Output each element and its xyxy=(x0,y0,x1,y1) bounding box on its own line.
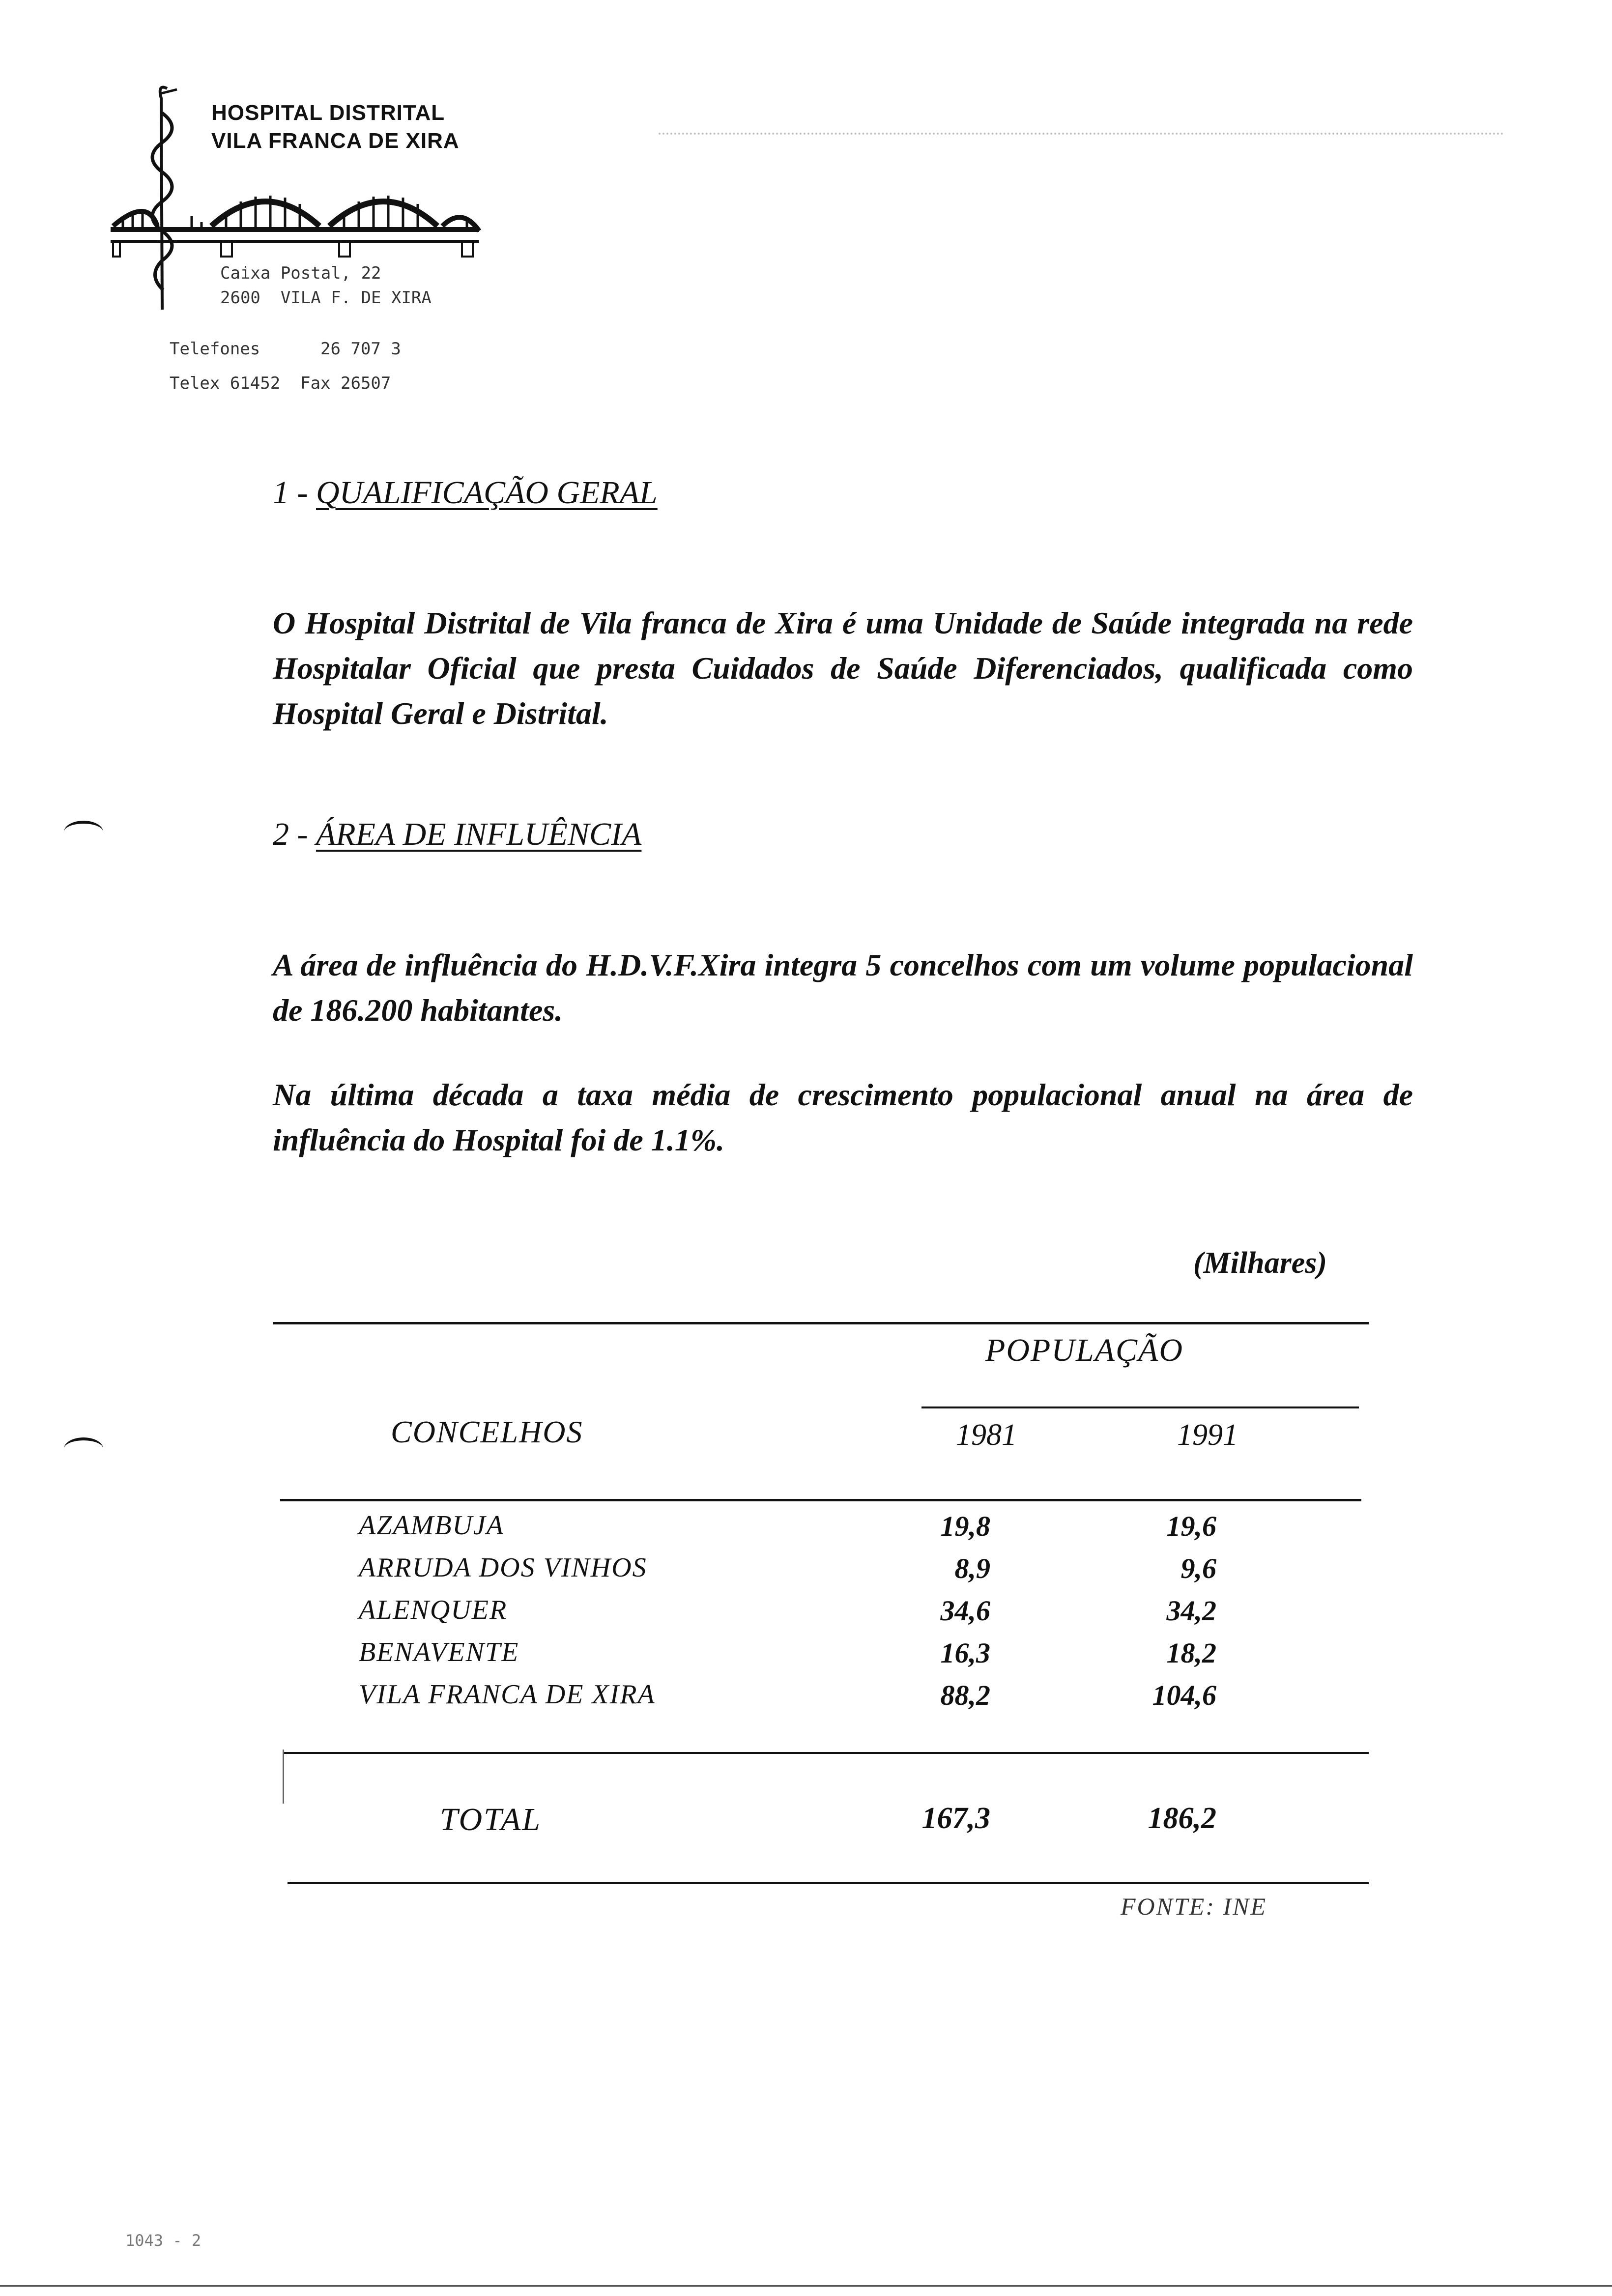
table-cell-1981: 34,6 xyxy=(940,1595,990,1627)
table-subtotal-rule xyxy=(283,1752,1369,1754)
table-source: FONTE: INE xyxy=(1121,1893,1267,1920)
hospital-name-line1: HOSPITAL DISTRITAL xyxy=(211,101,445,125)
table-year-header: 1991 xyxy=(1177,1418,1238,1452)
address-line1: Caixa Postal, 22 xyxy=(220,263,381,283)
table-row-name: ARRUDA DOS VINHOS xyxy=(359,1552,647,1583)
table-group-header: POPULAÇÃO xyxy=(985,1332,1183,1368)
table-bottom-rule xyxy=(288,1882,1369,1884)
table-top-rule xyxy=(273,1322,1369,1324)
telex-fax: Telex 61452 Fax 26507 xyxy=(170,373,391,393)
section1-title: QUALIFICAÇÃO GERAL xyxy=(316,475,658,511)
table-year-header: 1981 xyxy=(956,1418,1017,1452)
section2-heading xyxy=(273,816,641,853)
table-cell-1991: 104,6 xyxy=(1152,1679,1216,1711)
section1-heading xyxy=(273,474,658,512)
table-unit-label: (Milhares) xyxy=(1193,1246,1327,1280)
table-total-label: TOTAL xyxy=(440,1802,542,1837)
bottom-edge-rule xyxy=(0,2285,1612,2287)
table-cell-1981: 19,8 xyxy=(940,1510,990,1542)
section1-number: 1 - xyxy=(273,475,316,511)
page-code: 1043 - 2 xyxy=(125,2231,202,2250)
table-cell-1991: 34,2 xyxy=(1166,1595,1216,1627)
table-column-header: CONCELHOS xyxy=(391,1414,583,1449)
table-cell-1981: 88,2 xyxy=(940,1679,990,1711)
section2-number: 2 - xyxy=(273,816,316,852)
scan-noise-dots xyxy=(659,113,1504,135)
table-cell-1991: 19,6 xyxy=(1166,1510,1216,1542)
table-group-rule xyxy=(921,1406,1359,1408)
margin-punch-mark xyxy=(64,821,103,843)
table-cell-1991: 18,2 xyxy=(1166,1637,1216,1669)
table-cell-1981: 8,9 xyxy=(954,1552,990,1584)
phone-numbers: Telefones 26 707 3 xyxy=(170,339,401,359)
table-row-name: ALENQUER xyxy=(359,1595,508,1625)
table-row-name: VILA FRANCA DE XIRA xyxy=(359,1679,656,1710)
table-header-rule xyxy=(280,1499,1361,1501)
hospital-name-line2: VILA FRANCA DE XIRA xyxy=(211,129,460,153)
section1-paragraph: O Hospital Distrital de Vila franca de Xira é uma Unidade de Saúde integrada na rede Hospitalar Oficial que presta Cuidados de Saúde Diferenciados, qualificada como Hospital Geral e Distrital. xyxy=(273,605,1413,731)
table-cell-1991: 9,6 xyxy=(1180,1552,1216,1584)
table-total-1991: 186,2 xyxy=(1148,1802,1216,1835)
address-line2: 2600 VILA F. DE XIRA xyxy=(220,288,432,308)
section2-paragraph2: Na última década a taxa média de crescimento populacional anual na área de influência do Hospital foi de 1.1%. xyxy=(273,1077,1413,1157)
letterhead xyxy=(0,0,541,423)
table-row-name: AZAMBUJA xyxy=(359,1510,504,1541)
section2-paragraph1: A área de influência do H.D.V.F.Xira integra 5 concelhos com um volume populacional de 186.200 habitantes. xyxy=(273,947,1413,1028)
table-total-1981: 167,3 xyxy=(921,1802,990,1835)
population-table xyxy=(273,1322,1374,1936)
section2-title: ÁREA DE INFLUÊNCIA xyxy=(316,816,642,852)
margin-punch-mark xyxy=(64,1437,103,1460)
table-row-name: BENAVENTE xyxy=(359,1637,519,1667)
table-cell-1981: 16,3 xyxy=(940,1637,990,1669)
table-margin-tick xyxy=(283,1750,284,1804)
